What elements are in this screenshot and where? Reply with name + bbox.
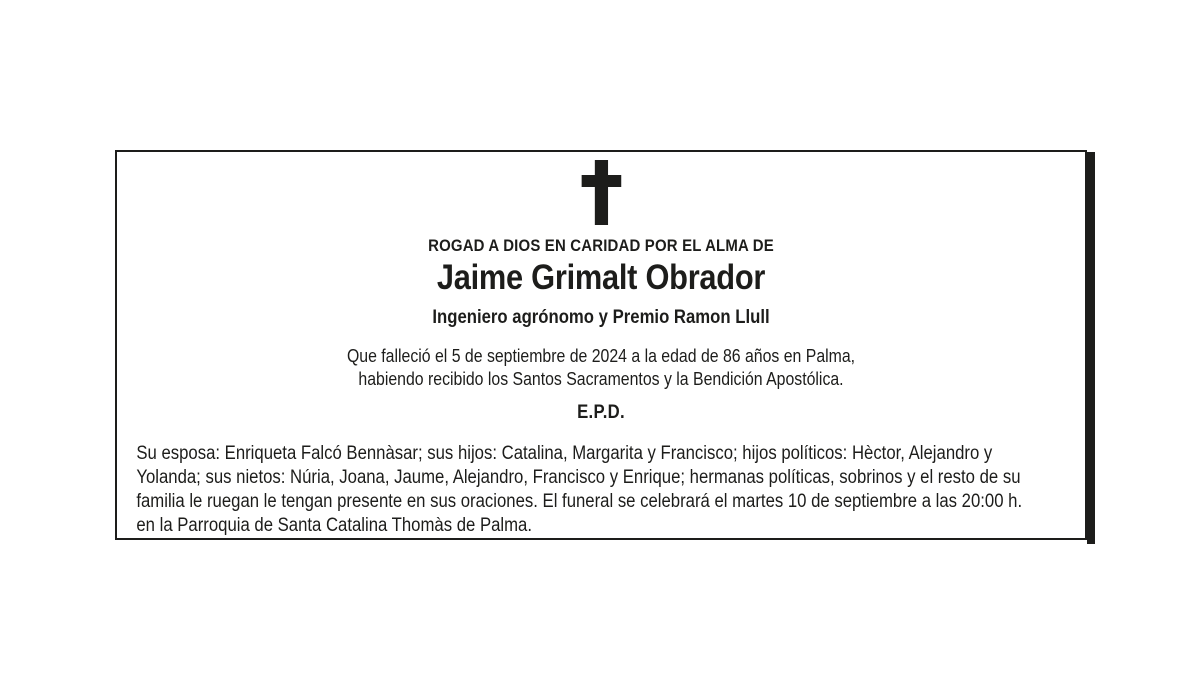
notice-shadow-bar xyxy=(1087,152,1095,544)
death-statement xyxy=(117,345,1085,391)
obituary-notice xyxy=(115,150,1087,540)
notice-content xyxy=(117,152,1085,538)
death-statement-line-1: Que falleció el 5 de septiembre de 2024 a la edad de 86 años en Palma, xyxy=(346,346,856,366)
cross-horizontal-bar xyxy=(581,175,621,187)
deceased-title: Ingeniero agrónomo y Premio Ramon Llull xyxy=(432,307,770,328)
invocation-line: ROGAD A DIOS EN CARIDAD POR EL ALMA DE xyxy=(428,236,774,255)
epd-abbreviation: E.P.D. xyxy=(577,402,625,423)
death-statement-line-2: habiendo recibido los Santos Sacramentos y la Bendición Apostólica. xyxy=(358,369,844,389)
latin-cross-icon xyxy=(581,160,621,225)
cross-vertical-bar xyxy=(594,160,607,225)
family-announcement: Su esposa: Enriqueta Falcó Bennàsar; sus hijos: Catalina, Margarita y Francisco; hijos políticos: Hèctor, Alejandro y Yolanda; sus nietos: Núria, Joana, Jaume, Alejandro, Francisco y Enrique; hermanas políticas, sobrinos y el resto de su familia le ruegan le tengan presente en sus oraciones. El funeral se celebrará el martes 10 de septiembre a las 20:00 h. en la Parroquia de Santa Catalina Thomàs de Palma. xyxy=(136,443,1023,536)
deceased-name: Jaime Grimalt Obrador xyxy=(436,258,766,297)
